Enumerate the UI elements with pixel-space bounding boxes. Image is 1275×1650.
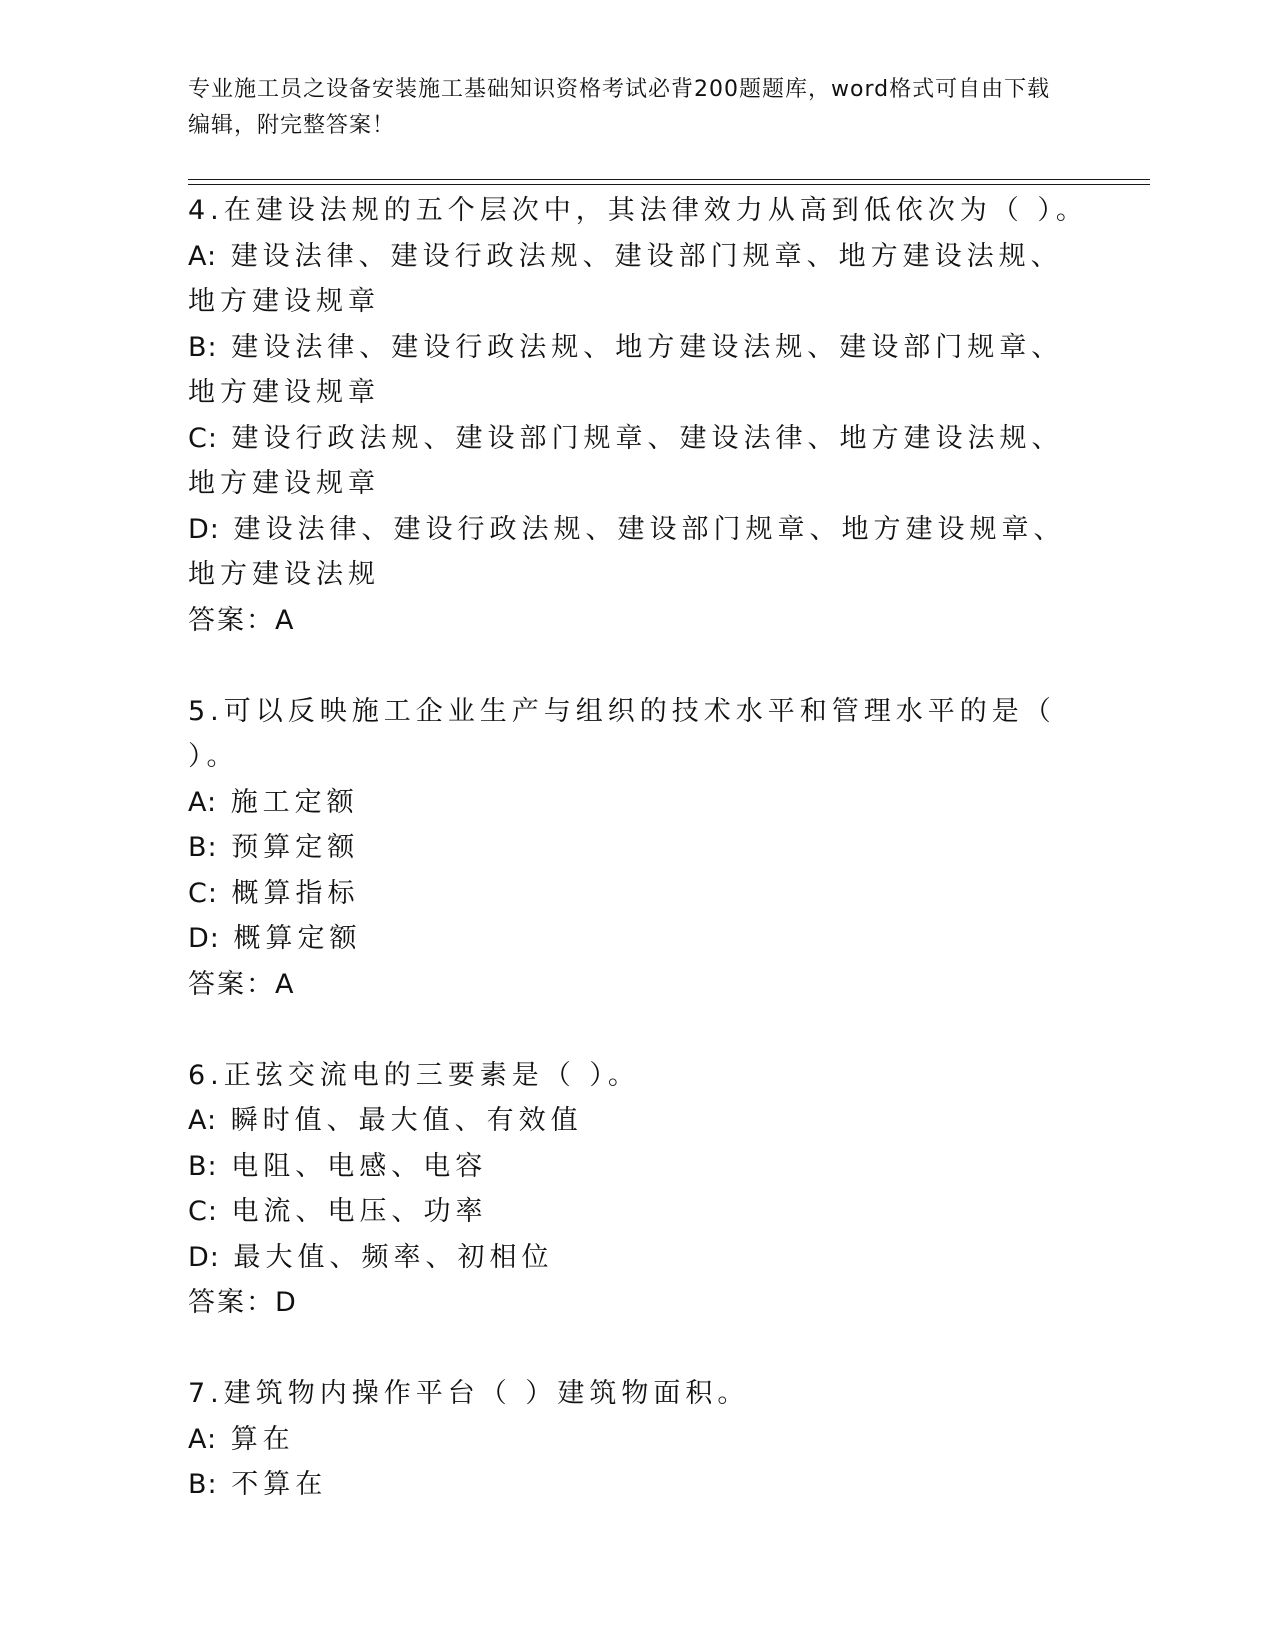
option-b [188,1462,1088,1508]
option-text: 电阻、电感、电容 [231,1150,488,1182]
option-text: 不算在 [231,1469,328,1500]
option-text: 最大值、频率、初相位 [233,1241,554,1273]
option-text: 建设法律、建设行政法规、建设部门规章、地方建设规章、地方建设法规 [188,513,1066,590]
option-letter: C: [188,422,218,454]
question-5 [188,689,1088,1008]
answer-line [188,962,1088,1008]
question-stem: 7.建筑物内操作平台（ ）建筑物面积。 [188,1378,750,1409]
option-letter: C: [188,1196,218,1227]
document-intro: 专业施工员之设备安装施工基础知识资格考试必背200题题库，word格式可自由下载编辑，附完整答案！ [188,77,1051,138]
answer-label: 答案： [188,1287,275,1318]
option-letter: A: [188,240,218,272]
option-a [188,1098,1088,1144]
option-letter: A: [188,786,218,818]
answer-line [188,1280,1088,1326]
option-letter: B: [188,331,218,363]
option-c [188,871,1088,917]
option-letter: A: [188,1423,218,1455]
option-letter: D: [188,513,220,545]
option-text: 概算定额 [233,923,362,954]
header-divider-bottom [188,184,1150,185]
option-text: 建设行政法规、建设部门规章、建设法律、地方建设法规、地方建设规章 [188,422,1064,499]
option-a [188,780,1088,826]
option-d [188,507,1088,598]
option-b [188,325,1088,416]
option-letter: D: [188,1241,220,1273]
option-b [188,825,1088,871]
question-list [188,188,1088,1553]
option-text: 建设法律、建设行政法规、建设部门规章、地方建设法规、地方建设规章 [188,240,1063,317]
answer-line [188,598,1088,644]
option-letter: B: [188,1150,218,1182]
option-letter: A: [188,1105,218,1136]
answer-key: A [275,604,295,636]
option-a [188,234,1088,325]
question-7 [188,1371,1088,1508]
option-text: 瞬时值、最大值、有效值 [230,1105,583,1136]
option-text: 施工定额 [230,786,359,818]
option-text: 建设法律、建设行政法规、地方建设法规、建设部门规章、地方建设规章 [188,331,1064,408]
option-letter: C: [188,877,218,909]
option-c [188,416,1088,507]
option-d [188,1235,1088,1281]
option-text: 电流、电压、功率 [231,1196,488,1227]
option-b [188,1144,1088,1190]
option-c [188,1189,1088,1235]
answer-label: 答案： [188,968,275,1000]
question-4 [188,188,1088,643]
question-stem: 5.可以反映施工企业生产与组织的技术水平和管理水平的是（ ）。 [188,695,1056,772]
answer-label: 答案： [188,604,275,636]
option-text: 算在 [230,1423,295,1455]
option-d [188,916,1088,962]
option-letter: D: [188,923,220,954]
option-text: 预算定额 [231,832,360,863]
option-a [188,1417,1088,1463]
answer-key: A [275,968,295,1000]
option-letter: B: [188,1469,218,1500]
option-text: 概算指标 [231,877,360,909]
question-stem: 6.正弦交流电的三要素是（ ）。 [188,1059,640,1091]
header-divider-top [188,179,1150,180]
answer-key: D [275,1287,297,1318]
question-stem: 4.在建设法规的五个层次中，其法律效力从高到低依次为（ ）。 [188,195,1088,226]
option-letter: B: [188,832,218,863]
question-6 [188,1053,1088,1326]
